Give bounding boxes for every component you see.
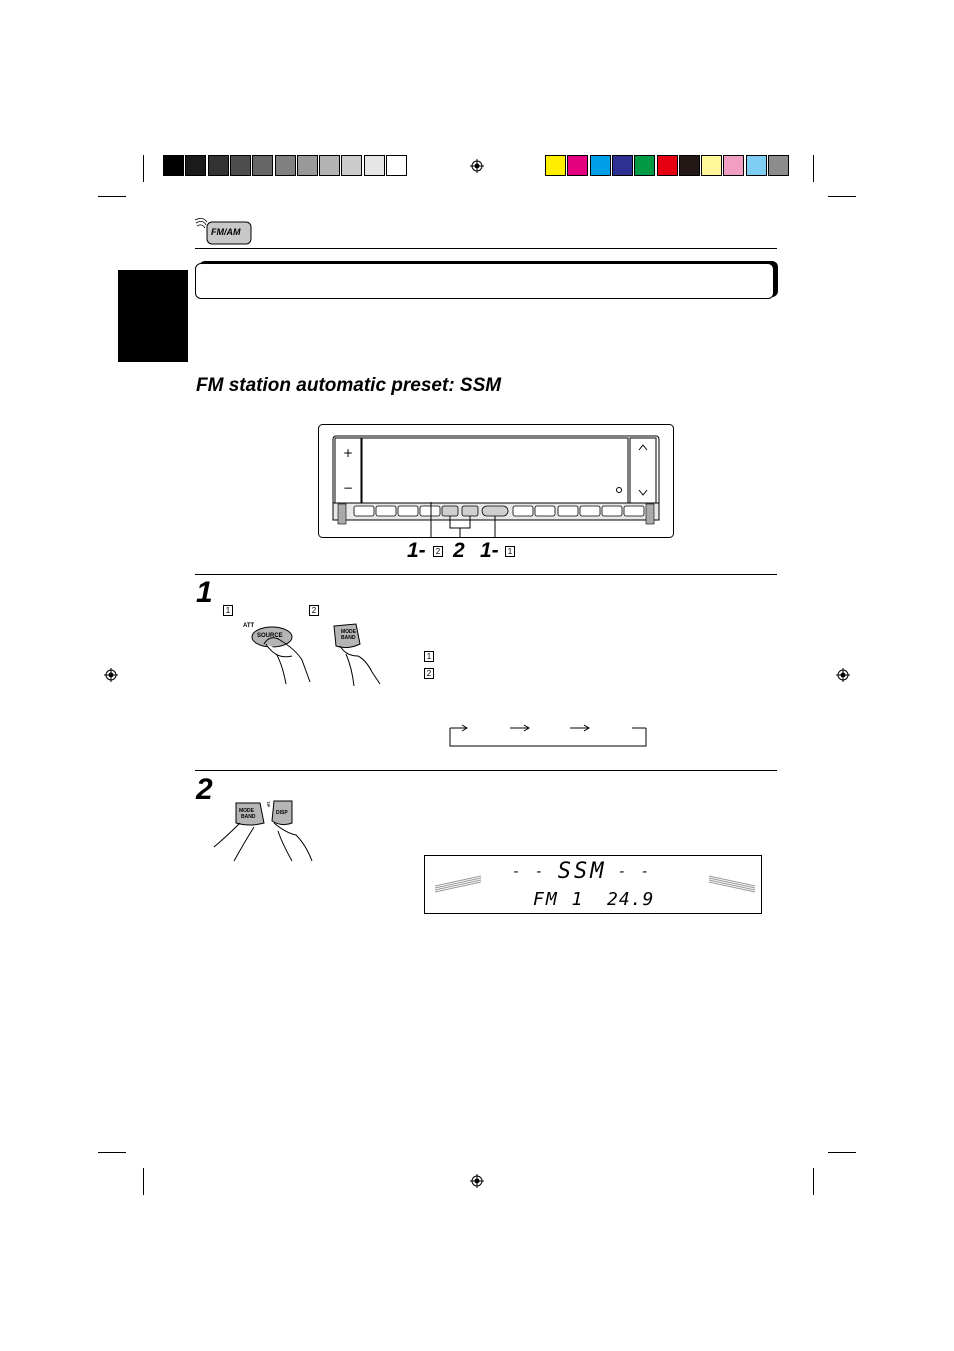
svg-text:−: − xyxy=(342,481,354,495)
mode-label: MODE xyxy=(239,808,254,814)
registration-mark-icon xyxy=(470,1174,484,1188)
color-swatch xyxy=(746,155,767,176)
mode-band-disp-buttons-illustration xyxy=(212,797,337,863)
color-swatch xyxy=(657,155,678,176)
gray-swatch xyxy=(252,155,273,176)
color-swatch xyxy=(590,155,611,176)
crop-mark xyxy=(828,1152,856,1153)
source-button-label: SOURCE xyxy=(257,633,283,639)
section-heading: FM station automatic preset: SSM xyxy=(196,375,502,396)
lcd-ssm-text: SSM xyxy=(557,859,607,884)
color-swatch xyxy=(545,155,566,176)
fm-am-band-icon xyxy=(193,214,253,246)
tp-label: T/P xyxy=(266,801,271,808)
crop-mark xyxy=(98,196,126,197)
stereo-faceplate-illustration xyxy=(318,424,674,538)
crop-mark xyxy=(813,155,814,182)
callout-sub-box: 2 xyxy=(433,546,443,557)
band-label: BAND xyxy=(241,814,256,820)
step1-number: 1 xyxy=(196,576,213,609)
color-swatch xyxy=(701,155,722,176)
step1-rule xyxy=(195,574,777,575)
step2-number: 2 xyxy=(196,773,213,806)
step1-sub-label: 1 xyxy=(223,605,233,616)
svg-text:+: + xyxy=(342,446,354,460)
lcd-level-meter-right xyxy=(707,874,757,894)
callout-sub-box: 1 xyxy=(505,546,515,557)
source-button-illustration xyxy=(236,620,326,688)
registration-mark-icon xyxy=(470,159,484,173)
mode-band-button-illustration xyxy=(326,620,386,688)
step2-rule xyxy=(195,770,777,771)
gray-swatch xyxy=(185,155,206,176)
mode-label: MODE xyxy=(341,629,356,635)
lcd-line2-band: FM 1 xyxy=(533,889,585,910)
gray-swatch xyxy=(297,155,318,176)
crop-mark xyxy=(98,1152,126,1153)
list-marker: 2 xyxy=(424,668,434,679)
color-swatch xyxy=(768,155,789,176)
gray-swatch xyxy=(208,155,229,176)
gray-swatch xyxy=(275,155,296,176)
registration-mark-icon xyxy=(104,668,118,682)
gray-swatch xyxy=(319,155,340,176)
gray-swatch xyxy=(341,155,362,176)
list-marker: 1 xyxy=(424,651,434,662)
callout-step2: 2 xyxy=(453,539,465,562)
lcd-display xyxy=(424,855,762,914)
registration-mark-icon xyxy=(836,668,850,682)
callout-step1-sub2: 1- xyxy=(407,539,426,562)
lcd-line1: - - SSM - - xyxy=(512,859,653,884)
color-swatch xyxy=(634,155,655,176)
page-title-bar xyxy=(195,263,774,299)
step1-sub-label: 2 xyxy=(309,605,319,616)
callout-step1-sub1: 1- xyxy=(480,539,499,562)
language-side-tab xyxy=(118,270,188,362)
crop-mark xyxy=(143,1168,144,1195)
att-label: ATT xyxy=(243,623,255,629)
gray-swatch xyxy=(364,155,385,176)
band-label: BAND xyxy=(341,635,356,641)
band-cycle-diagram xyxy=(448,722,648,748)
color-swatch xyxy=(612,155,633,176)
band-icon-label: FM/AM xyxy=(211,227,241,237)
color-swatch xyxy=(679,155,700,176)
lcd-line2-frequency: 24.9 xyxy=(607,889,655,910)
gray-swatch xyxy=(163,155,184,176)
header-rule xyxy=(195,248,777,249)
crop-mark xyxy=(813,1168,814,1195)
gray-swatch xyxy=(386,155,407,176)
disp-button-label: DISP xyxy=(276,810,288,816)
crop-mark xyxy=(143,155,144,182)
color-swatch xyxy=(723,155,744,176)
color-swatch xyxy=(567,155,588,176)
gray-swatch xyxy=(230,155,251,176)
lcd-level-meter-left xyxy=(433,874,483,894)
crop-mark xyxy=(828,196,856,197)
